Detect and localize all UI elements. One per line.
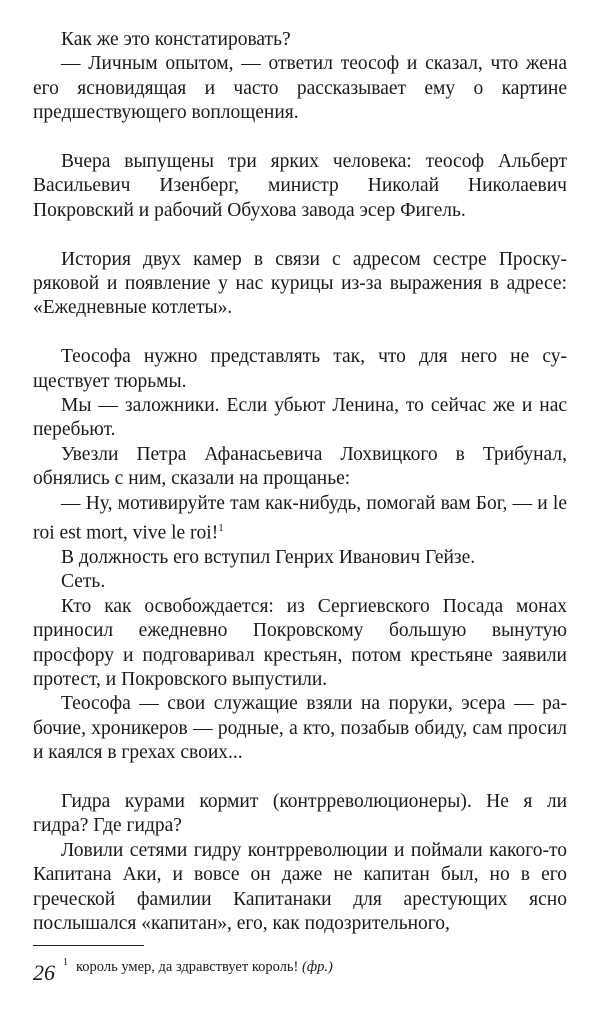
footnote: [33, 954, 567, 976]
paragraph: — Личным опытом, — ответил теософ и сказал, что жена его ясновидящая и часто рассказывает ему о картине предшествующего воплощения.: [33, 53, 567, 124]
paragraph: Теософа нужно представлять так, что для него не существует тюрьмы.: [33, 346, 567, 392]
footnote-divider: [33, 945, 144, 946]
paragraph-text: — Ну, мотивируйте там как-нибудь, помогай вам Бог, — и le roi est mort, vive le roi!: [33, 492, 567, 544]
section-gap: [33, 223, 567, 247]
paragraph: История двух камер в связи с адресом сестре Проскуряковой и появление у нас курицы из-за выражения в адресе: «Ежедневные котлеты».: [33, 248, 567, 319]
section-gap: [33, 126, 567, 150]
paragraph: Вчера выпущены три ярких человека: теософ Альберт Васильевич Изенберг, министр Николай Николаевич Покровский и рабочий Обухова завода эсер Фигель.: [33, 151, 567, 221]
paragraph: В должность его вступил Генрих Иванович Гейзе.: [61, 546, 476, 568]
paragraph: Теософа — свои служащие взяли на поруки, эсера — рабочие, хроникеров — родные, а кто, позабыв обиду, сам просил и каялся в грехах своих...: [33, 693, 567, 764]
paragraph: Как же это констатировать?: [61, 29, 291, 50]
footnote-reference: 1: [218, 522, 224, 535]
section-gap: [33, 766, 567, 790]
paragraph: Гидра курами кормит (контрреволюционеры). Не я ли гидра? Где гидра?: [33, 791, 567, 837]
paragraph: Сеть.: [61, 571, 106, 593]
paragraph: Ловили сетями гидру контрреволюции и поймали какого-то Капитана Аки, и вовсе он даже не капитан был, но в его греческой фамилии Капитанаки для арестующих ясно послышался «капитан», его, как подозрительного,: [33, 839, 567, 935]
paragraph: Увезли Петра Афанасьевича Лохвицкого в Трибунал, обнялись с ним, сказали на прощанье:: [33, 443, 567, 490]
footnote-language: (фр.): [302, 959, 333, 976]
footnote-text: король умер, да здравствует король!: [76, 959, 299, 976]
paragraph-with-footnote: [33, 492, 567, 546]
footnote-mark: 1: [63, 957, 68, 969]
paragraph: Кто как освобождается: из Сергиевского Посада монах приносил ежедневно Покровскому большую вынутую просфору и подговаривал крестьян, потом крестьяне заявили протест, и Покровского выпустили.: [33, 595, 567, 691]
main-text: [33, 28, 567, 936]
page-number: 26: [33, 960, 55, 985]
section-gap: [33, 321, 567, 345]
paragraph: Мы — заложники. Если убьют Ленина, то сейчас же и нас перебьют.: [33, 395, 567, 441]
